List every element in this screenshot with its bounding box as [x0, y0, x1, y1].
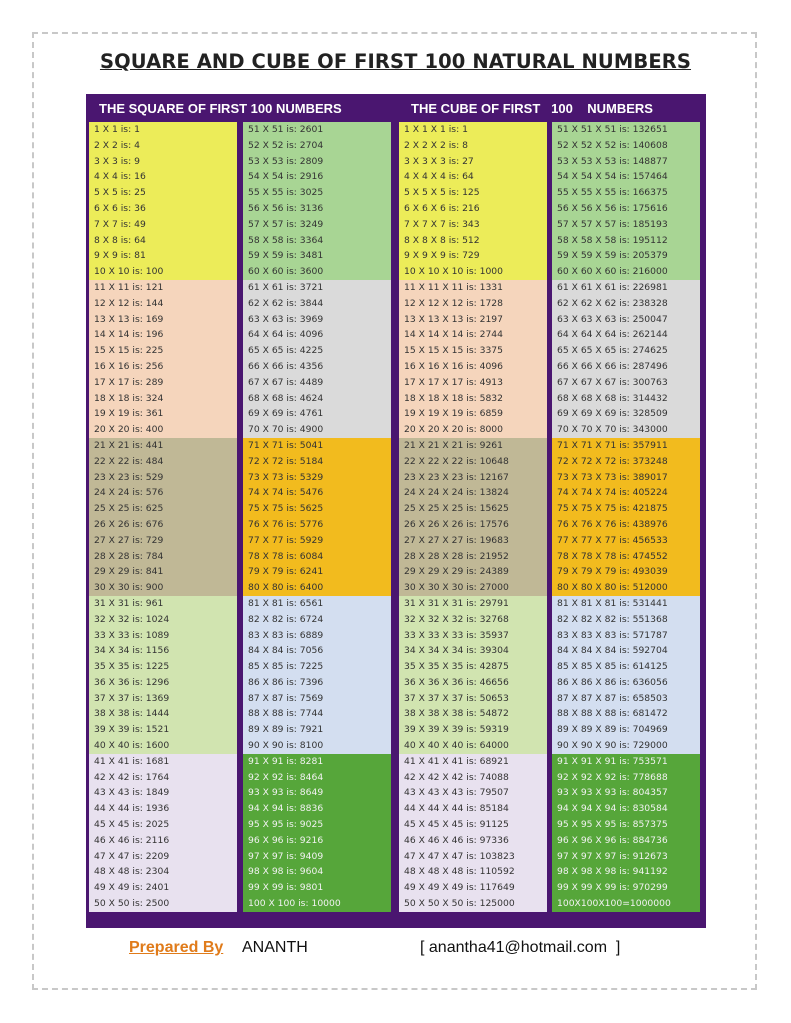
- table-cell: 42 X 42 is: 1764: [89, 770, 237, 786]
- table-cell: 18 X 18 X 18 is: 5832: [399, 391, 547, 407]
- table-cell: 72 X 72 is: 5184: [243, 454, 391, 470]
- table-cell: 12 X 12 X 12 is: 1728: [399, 296, 547, 312]
- table-cell: 3 X 3 X 3 is: 27: [399, 154, 547, 170]
- table-cell: 76 X 76 X 76 is: 438976: [552, 517, 700, 533]
- table-cell: 20 X 20 X 20 is: 8000: [399, 422, 547, 438]
- table-cell: 21 X 21 X 21 is: 9261: [399, 438, 547, 454]
- table-cell: 62 X 62 is: 3844: [243, 296, 391, 312]
- square-column-left: [89, 122, 237, 912]
- table-cell: 52 X 52 is: 2704: [243, 138, 391, 154]
- table-cell: 67 X 67 X 67 is: 300763: [552, 375, 700, 391]
- table-cell: 84 X 84 is: 7056: [243, 643, 391, 659]
- table-cell: 100 X 100 is: 10000: [243, 896, 391, 912]
- table-cell: 95 X 95 X 95 is: 857375: [552, 817, 700, 833]
- table-cell: 94 X 94 X 94 is: 830584: [552, 801, 700, 817]
- table-cell: 9 X 9 X 9 is: 729: [399, 248, 547, 264]
- table-cell: 16 X 16 is: 256: [89, 359, 237, 375]
- table-cell: 45 X 45 X 45 is: 91125: [399, 817, 547, 833]
- author-name: ANANTH: [242, 939, 308, 956]
- table-cell: 41 X 41 X 41 is: 68921: [399, 754, 547, 770]
- table-cell: 66 X 66 X 66 is: 287496: [552, 359, 700, 375]
- table-cell: 56 X 56 is: 3136: [243, 201, 391, 217]
- table-cell: 44 X 44 is: 1936: [89, 801, 237, 817]
- table-cell: 11 X 11 is: 121: [89, 280, 237, 296]
- table-cell: 93 X 93 X 93 is: 804357: [552, 785, 700, 801]
- table-cell: 21 X 21 is: 441: [89, 438, 237, 454]
- table-cell: 98 X 98 X 98 is: 941192: [552, 864, 700, 880]
- table-cell: 56 X 56 X 56 is: 175616: [552, 201, 700, 217]
- table-cell: 70 X 70 is: 4900: [243, 422, 391, 438]
- table-cell: 74 X 74 is: 5476: [243, 485, 391, 501]
- table-cell: 37 X 37 X 37 is: 50653: [399, 691, 547, 707]
- table-cell: 71 X 71 is: 5041: [243, 438, 391, 454]
- table-cell: 57 X 57 is: 3249: [243, 217, 391, 233]
- table-cell: 39 X 39 is: 1521: [89, 722, 237, 738]
- table-cell: 53 X 53 is: 2809: [243, 154, 391, 170]
- table-cell: 88 X 88 is: 7744: [243, 706, 391, 722]
- table-cell: 91 X 91 is: 8281: [243, 754, 391, 770]
- table-cell: 92 X 92 X 92 is: 778688: [552, 770, 700, 786]
- table-cell: 47 X 47 X 47 is: 103823: [399, 849, 547, 865]
- table-cell: 28 X 28 X 28 is: 21952: [399, 549, 547, 565]
- table-cell: 87 X 87 X 87 is: 658503: [552, 691, 700, 707]
- page-title: SQUARE AND CUBE OF FIRST 100 NATURAL NUMBERS: [99, 50, 692, 73]
- table-cell: 42 X 42 X 42 is: 74088: [399, 770, 547, 786]
- author-email: [ anantha41@hotmail.com ]: [420, 939, 621, 956]
- table-cell: 32 X 32 X 32 is: 32768: [399, 612, 547, 628]
- table-cell: 16 X 16 X 16 is: 4096: [399, 359, 547, 375]
- table-cell: 8 X 8 X 8 is: 512: [399, 233, 547, 249]
- cubes-header: THE CUBE OF FIRST 100 NUMBERS: [411, 101, 653, 116]
- table-cell: 53 X 53 X 53 is: 148877: [552, 154, 700, 170]
- table-cell: 49 X 49 is: 2401: [89, 880, 237, 896]
- table-cell: 66 X 66 is: 4356: [243, 359, 391, 375]
- table-cell: 90 X 90 X 90 is: 729000: [552, 738, 700, 754]
- table-cell: 83 X 83 X 83 is: 571787: [552, 628, 700, 644]
- table-cell: 32 X 32 is: 1024: [89, 612, 237, 628]
- table-cell: 50 X 50 X 50 is: 125000: [399, 896, 547, 912]
- table-cell: 67 X 67 is: 4489: [243, 375, 391, 391]
- table-cell: 51 X 51 is: 2601: [243, 122, 391, 138]
- table-cell: 10 X 10 X 10 is: 1000: [399, 264, 547, 280]
- table-cell: 84 X 84 X 84 is: 592704: [552, 643, 700, 659]
- table-cell: 46 X 46 is: 2116: [89, 833, 237, 849]
- table-cell: 22 X 22 is: 484: [89, 454, 237, 470]
- table-cell: 75 X 75 X 75 is: 421875: [552, 501, 700, 517]
- table-cell: 26 X 26 X 26 is: 17576: [399, 517, 547, 533]
- table-cell: 97 X 97 X 97 is: 912673: [552, 849, 700, 865]
- table-cell: 97 X 97 is: 9409: [243, 849, 391, 865]
- table-cell: 7 X 7 is: 49: [89, 217, 237, 233]
- table-cell: 4 X 4 X 4 is: 64: [399, 169, 547, 185]
- table-cell: 54 X 54 is: 2916: [243, 169, 391, 185]
- table-cell: 33 X 33 is: 1089: [89, 628, 237, 644]
- table-cell: 11 X 11 X 11 is: 1331: [399, 280, 547, 296]
- table-cell: 34 X 34 X 34 is: 39304: [399, 643, 547, 659]
- table-cell: 22 X 22 X 22 is: 10648: [399, 454, 547, 470]
- table-cell: 60 X 60 is: 3600: [243, 264, 391, 280]
- table-cell: 80 X 80 X 80 is: 512000: [552, 580, 700, 596]
- table-cell: 35 X 35 is: 1225: [89, 659, 237, 675]
- table-cell: 15 X 15 X 15 is: 3375: [399, 343, 547, 359]
- table-cell: 3 X 3 is: 9: [89, 154, 237, 170]
- table-cell: 6 X 6 is: 36: [89, 201, 237, 217]
- table-cell: 72 X 72 X 72 is: 373248: [552, 454, 700, 470]
- table-cell: 31 X 31 is: 961: [89, 596, 237, 612]
- table-cell: 55 X 55 X 55 is: 166375: [552, 185, 700, 201]
- table-cell: 46 X 46 X 46 is: 97336: [399, 833, 547, 849]
- table-cell: 71 X 71 X 71 is: 357911: [552, 438, 700, 454]
- table-cell: 87 X 87 is: 7569: [243, 691, 391, 707]
- table-cell: 77 X 77 is: 5929: [243, 533, 391, 549]
- table-cell: 88 X 88 X 88 is: 681472: [552, 706, 700, 722]
- table-cell: 5 X 5 is: 25: [89, 185, 237, 201]
- table-cell: 82 X 82 is: 6724: [243, 612, 391, 628]
- table-cell: 14 X 14 X 14 is: 2744: [399, 327, 547, 343]
- table-cell: 39 X 39 X 39 is: 59319: [399, 722, 547, 738]
- table-cell: 41 X 41 is: 1681: [89, 754, 237, 770]
- table-cell: 63 X 63 is: 3969: [243, 312, 391, 328]
- table-cell: 58 X 58 X 58 is: 195112: [552, 233, 700, 249]
- table-cell: 59 X 59 is: 3481: [243, 248, 391, 264]
- table-cell: 25 X 25 is: 625: [89, 501, 237, 517]
- table-cell: 24 X 24 X 24 is: 13824: [399, 485, 547, 501]
- table-cell: 85 X 85 is: 7225: [243, 659, 391, 675]
- table-cell: 75 X 75 is: 5625: [243, 501, 391, 517]
- table-cell: 14 X 14 is: 196: [89, 327, 237, 343]
- table-cell: 1 X 1 X 1 is: 1: [399, 122, 547, 138]
- table-cell: 64 X 64 X 64 is: 262144: [552, 327, 700, 343]
- table-cell: 99 X 99 X 99 is: 970299: [552, 880, 700, 896]
- table-cell: 7 X 7 X 7 is: 343: [399, 217, 547, 233]
- table-cell: 81 X 81 is: 6561: [243, 596, 391, 612]
- table-cell: 30 X 30 X 30 is: 27000: [399, 580, 547, 596]
- table-cell: 35 X 35 X 35 is: 42875: [399, 659, 547, 675]
- table-cell: 48 X 48 is: 2304: [89, 864, 237, 880]
- table-cell: 89 X 89 is: 7921: [243, 722, 391, 738]
- table-cell: 20 X 20 is: 400: [89, 422, 237, 438]
- table-cell: 82 X 82 X 82 is: 551368: [552, 612, 700, 628]
- table-cell: 31 X 31 X 31 is: 29791: [399, 596, 547, 612]
- table-cell: 23 X 23 X 23 is: 12167: [399, 470, 547, 486]
- table-cell: 60 X 60 X 60 is: 216000: [552, 264, 700, 280]
- table-cell: 99 X 99 is: 9801: [243, 880, 391, 896]
- table-cell: 49 X 49 X 49 is: 117649: [399, 880, 547, 896]
- table-cell: 51 X 51 X 51 is: 132651: [552, 122, 700, 138]
- table-cell: 44 X 44 X 44 is: 85184: [399, 801, 547, 817]
- table-cell: 52 X 52 X 52 is: 140608: [552, 138, 700, 154]
- table-cell: 33 X 33 X 33 is: 35937: [399, 628, 547, 644]
- table-cell: 6 X 6 X 6 is: 216: [399, 201, 547, 217]
- table-cell: 36 X 36 X 36 is: 46656: [399, 675, 547, 691]
- table-cell: 1 X 1 is: 1: [89, 122, 237, 138]
- table-cell: 30 X 30 is: 900: [89, 580, 237, 596]
- table-cell: 34 X 34 is: 1156: [89, 643, 237, 659]
- table-cell: 73 X 73 is: 5329: [243, 470, 391, 486]
- prepared-by-label: Prepared By: [129, 939, 224, 956]
- table-cell: 86 X 86 is: 7396: [243, 675, 391, 691]
- table-cell: 94 X 94 is: 8836: [243, 801, 391, 817]
- table-cell: 61 X 61 X 61 is: 226981: [552, 280, 700, 296]
- table-cell: 50 X 50 is: 2500: [89, 896, 237, 912]
- table-cell: 58 X 58 is: 3364: [243, 233, 391, 249]
- table-cell: 62 X 62 X 62 is: 238328: [552, 296, 700, 312]
- table-cell: 100X100X100=1000000: [552, 896, 700, 912]
- table-cell: 96 X 96 X 96 is: 884736: [552, 833, 700, 849]
- table-cell: 18 X 18 is: 324: [89, 391, 237, 407]
- table-cell: 48 X 48 X 48 is: 110592: [399, 864, 547, 880]
- table-cell: 27 X 27 is: 729: [89, 533, 237, 549]
- table-cell: 17 X 17 is: 289: [89, 375, 237, 391]
- table-cell: 96 X 96 is: 9216: [243, 833, 391, 849]
- table-cell: 29 X 29 X 29 is: 24389: [399, 564, 547, 580]
- table-cell: 76 X 76 is: 5776: [243, 517, 391, 533]
- table-cell: 15 X 15 is: 225: [89, 343, 237, 359]
- table-cell: 2 X 2 X 2 is: 8: [399, 138, 547, 154]
- table-cell: 55 X 55 is: 3025: [243, 185, 391, 201]
- table-cell: 78 X 78 is: 6084: [243, 549, 391, 565]
- table-cell: 68 X 68 X 68 is: 314432: [552, 391, 700, 407]
- table-cell: 13 X 13 X 13 is: 2197: [399, 312, 547, 328]
- table-cell: 47 X 47 is: 2209: [89, 849, 237, 865]
- table-cell: 38 X 38 X 38 is: 54872: [399, 706, 547, 722]
- table-cell: 63 X 63 X 63 is: 250047: [552, 312, 700, 328]
- table-cell: 8 X 8 is: 64: [89, 233, 237, 249]
- table-cell: 70 X 70 X 70 is: 343000: [552, 422, 700, 438]
- table-cell: 74 X 74 X 74 is: 405224: [552, 485, 700, 501]
- table-cell: 65 X 65 X 65 is: 274625: [552, 343, 700, 359]
- table-cell: 98 X 98 is: 9604: [243, 864, 391, 880]
- table-cell: 80 X 80 is: 6400: [243, 580, 391, 596]
- table-cell: 68 X 68 is: 4624: [243, 391, 391, 407]
- cube-column-left: [399, 122, 547, 912]
- table-cell: 5 X 5 X 5 is: 125: [399, 185, 547, 201]
- table-cell: 10 X 10 is: 100: [89, 264, 237, 280]
- table-cell: 43 X 43 is: 1849: [89, 785, 237, 801]
- table-cell: 90 X 90 is: 8100: [243, 738, 391, 754]
- table-cell: 65 X 65 is: 4225: [243, 343, 391, 359]
- table-cell: 77 X 77 X 77 is: 456533: [552, 533, 700, 549]
- table-cell: 38 X 38 is: 1444: [89, 706, 237, 722]
- table-cell: 19 X 19 is: 361: [89, 406, 237, 422]
- table-cell: 69 X 69 is: 4761: [243, 406, 391, 422]
- table-cell: 40 X 40 is: 1600: [89, 738, 237, 754]
- squares-header: THE SQUARE OF FIRST 100 NUMBERS: [99, 101, 342, 116]
- table-cell: 79 X 79 X 79 is: 493039: [552, 564, 700, 580]
- table-cell: 93 X 93 is: 8649: [243, 785, 391, 801]
- table-cell: 73 X 73 X 73 is: 389017: [552, 470, 700, 486]
- table-cell: 86 X 86 X 86 is: 636056: [552, 675, 700, 691]
- table-cell: 17 X 17 X 17 is: 4913: [399, 375, 547, 391]
- table-cell: 89 X 89 X 89 is: 704969: [552, 722, 700, 738]
- table-cell: 40 X 40 X 40 is: 64000: [399, 738, 547, 754]
- table-cell: 54 X 54 X 54 is: 157464: [552, 169, 700, 185]
- table-cell: 69 X 69 X 69 is: 328509: [552, 406, 700, 422]
- table-cell: 43 X 43 X 43 is: 79507: [399, 785, 547, 801]
- table-cell: 13 X 13 is: 169: [89, 312, 237, 328]
- table-cell: 2 X 2 is: 4: [89, 138, 237, 154]
- table-cell: 37 X 37 is: 1369: [89, 691, 237, 707]
- table-cell: 24 X 24 is: 576: [89, 485, 237, 501]
- table-cell: 79 X 79 is: 6241: [243, 564, 391, 580]
- table-cell: 29 X 29 is: 841: [89, 564, 237, 580]
- table-cell: 36 X 36 is: 1296: [89, 675, 237, 691]
- table-cell: 19 X 19 X 19 is: 6859: [399, 406, 547, 422]
- square-column-right: [243, 122, 391, 912]
- table-cell: 59 X 59 X 59 is: 205379: [552, 248, 700, 264]
- table-cell: 27 X 27 X 27 is: 19683: [399, 533, 547, 549]
- table-cell: 81 X 81 X 81 is: 531441: [552, 596, 700, 612]
- table-cell: 26 X 26 is: 676: [89, 517, 237, 533]
- table-cell: 12 X 12 is: 144: [89, 296, 237, 312]
- table-cell: 83 X 83 is: 6889: [243, 628, 391, 644]
- table-cell: 4 X 4 is: 16: [89, 169, 237, 185]
- table-cell: 61 X 61 is: 3721: [243, 280, 391, 296]
- cube-column-right: [552, 122, 700, 912]
- table-cell: 92 X 92 is: 8464: [243, 770, 391, 786]
- table-cell: 57 X 57 X 57 is: 185193: [552, 217, 700, 233]
- table-cell: 91 X 91 X 91 is: 753571: [552, 754, 700, 770]
- table-cell: 78 X 78 X 78 is: 474552: [552, 549, 700, 565]
- table-cell: 9 X 9 is: 81: [89, 248, 237, 264]
- table-cell: 45 X 45 is: 2025: [89, 817, 237, 833]
- table-cell: 25 X 25 X 25 is: 15625: [399, 501, 547, 517]
- table-cell: 23 X 23 is: 529: [89, 470, 237, 486]
- table-panel: [86, 94, 706, 928]
- table-cell: 64 X 64 is: 4096: [243, 327, 391, 343]
- table-cell: 95 X 95 is: 9025: [243, 817, 391, 833]
- table-cell: 28 X 28 is: 784: [89, 549, 237, 565]
- table-cell: 85 X 85 X 85 is: 614125: [552, 659, 700, 675]
